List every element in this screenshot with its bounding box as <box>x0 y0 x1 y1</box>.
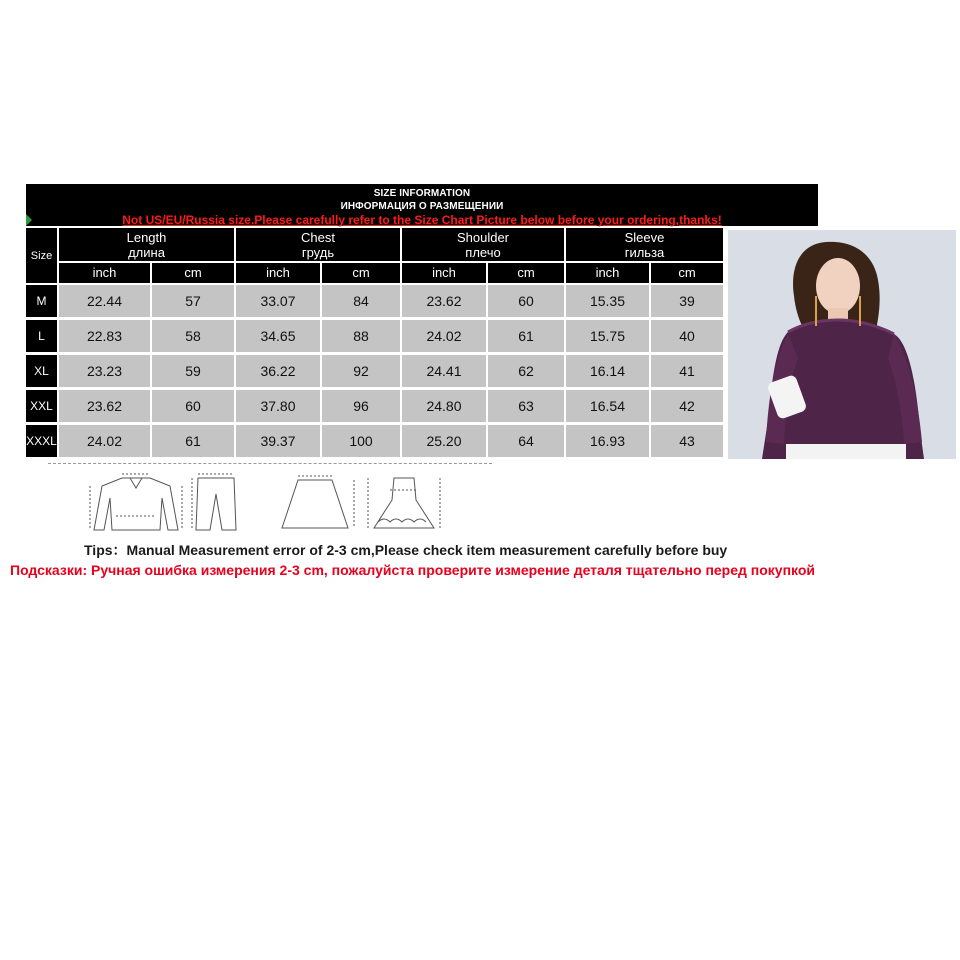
table-cell: 63 <box>488 390 564 422</box>
group-header-en: Sleeve <box>624 230 665 245</box>
table-cell: 88 <box>322 320 400 352</box>
table-cell: 33.07 <box>236 285 320 317</box>
size-row-label: XL <box>26 355 57 387</box>
table-cell: 58 <box>152 320 234 352</box>
group-header <box>402 228 564 261</box>
table-cell: 15.35 <box>566 285 649 317</box>
group-header-en: Length <box>126 230 167 245</box>
table-cell: 96 <box>322 390 400 422</box>
table-cell: 60 <box>488 285 564 317</box>
table-cell: 22.83 <box>59 320 150 352</box>
banner-title-ru: ИНФОРМАЦИЯ О РАЗМЕЩЕНИИ <box>340 201 504 212</box>
group-header-en: Chest <box>301 230 335 245</box>
table-cell: 24.41 <box>402 355 486 387</box>
unit-header: cm <box>322 263 400 283</box>
table-cell: 16.14 <box>566 355 649 387</box>
table-cell: 16.54 <box>566 390 649 422</box>
banner-notice: Not US/EU/Russia size.Please carefully refer to the Size Chart Picture below before your ordering,thanks! <box>122 213 722 227</box>
unit-header: inch <box>236 263 320 283</box>
table-cell: 22.44 <box>59 285 150 317</box>
table-cell: 84 <box>322 285 400 317</box>
table-cell: 40 <box>651 320 723 352</box>
banner-title-en: SIZE INFORMATION <box>373 188 471 199</box>
size-row-label: L <box>26 320 57 352</box>
product-photo <box>728 230 956 459</box>
group-header <box>566 228 723 261</box>
group-header-ru: гильза <box>624 245 665 260</box>
group-header <box>236 228 400 261</box>
table-cell: 57 <box>152 285 234 317</box>
table-cell: 23.62 <box>402 285 486 317</box>
unit-header: cm <box>651 263 723 283</box>
table-cell: 23.62 <box>59 390 150 422</box>
size-info-banner <box>26 184 818 226</box>
table-cell: 15.75 <box>566 320 649 352</box>
table-cell: 16.93 <box>566 425 649 457</box>
unit-header: cm <box>488 263 564 283</box>
table-cell: 61 <box>488 320 564 352</box>
tips-ru: Подсказки: Ручная ошибка измерения 2-3 cm, пожалуйста проверите измерение деталя тщательно перед покупкой <box>10 562 816 578</box>
table-cell: 92 <box>322 355 400 387</box>
unit-header: inch <box>566 263 649 283</box>
table-cell: 39 <box>651 285 723 317</box>
table-cell: 43 <box>651 425 723 457</box>
table-cell: 24.80 <box>402 390 486 422</box>
table-cell: 23.23 <box>59 355 150 387</box>
group-header-ru: длина <box>128 245 165 260</box>
dashed-divider <box>48 463 492 464</box>
table-cell: 39.37 <box>236 425 320 457</box>
size-column-header: Size <box>26 228 57 283</box>
table-cell: 36.22 <box>236 355 320 387</box>
unit-header: inch <box>402 263 486 283</box>
table-cell: 25.20 <box>402 425 486 457</box>
table-cell: 34.65 <box>236 320 320 352</box>
size-row-label: XXXL <box>26 425 57 457</box>
table-cell: 42 <box>651 390 723 422</box>
table-cell: 62 <box>488 355 564 387</box>
table-cell: 60 <box>152 390 234 422</box>
group-header-en: Shoulder <box>456 230 510 245</box>
table-cell: 24.02 <box>59 425 150 457</box>
shirt-diagram-icon <box>86 472 186 534</box>
unit-header: cm <box>152 263 234 283</box>
table-cell: 37.80 <box>236 390 320 422</box>
group-header-ru: плечо <box>465 245 501 260</box>
skirt-diagram-icon <box>270 472 360 534</box>
table-cell: 41 <box>651 355 723 387</box>
pants-diagram-icon <box>186 472 246 534</box>
group-header-ru: грудь <box>301 245 335 260</box>
table-cell: 64 <box>488 425 564 457</box>
dress-diagram-icon <box>364 472 444 534</box>
table-cell: 100 <box>322 425 400 457</box>
tips-en: Tips：Manual Measurement error of 2-3 cm,Please check item measurement carefully before buy <box>84 542 728 558</box>
table-cell: 24.02 <box>402 320 486 352</box>
size-row-label: M <box>26 285 57 317</box>
banner-corner-mark <box>26 214 32 226</box>
unit-header: inch <box>59 263 150 283</box>
size-row-label: XXL <box>26 390 57 422</box>
table-cell: 61 <box>152 425 234 457</box>
table-cell: 59 <box>152 355 234 387</box>
model-illustration <box>728 230 956 459</box>
group-header <box>59 228 234 261</box>
